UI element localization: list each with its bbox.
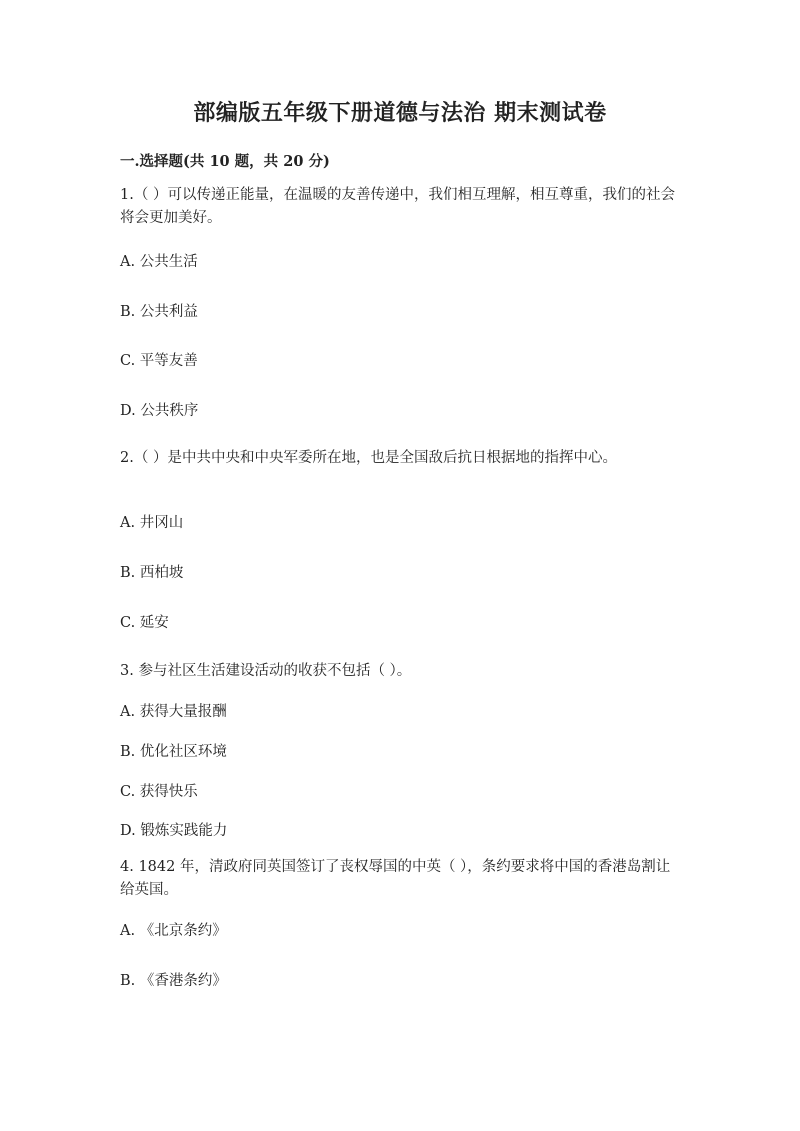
question-3: 3. 参与社区生活建设活动的收获不包括（ ）。 <box>120 663 412 679</box>
question-3-option-b: B. 优化社区环境 <box>120 744 227 760</box>
question-2-option-c: C. 延安 <box>120 615 169 631</box>
question-3-option-d: D. 锻炼实践能力 <box>120 823 228 839</box>
question-4: 4. 1842 年，清政府同英国签订了丧权辱国的中英（ ），条约要求将中国的香港岛割让给英国。 <box>120 859 671 898</box>
question-3-option-a: A. 获得大量报酬 <box>120 704 227 720</box>
question-4-option-a: A. 《北京条约》 <box>120 923 227 939</box>
question-2-option-a: A. 井冈山 <box>120 515 184 531</box>
question-1-option-d: D. 公共秩序 <box>120 403 199 419</box>
question-2: 2.（ ）是中共中央和中央军委所在地，也是全国敌后抗日根据地的指挥中心。 <box>120 450 617 466</box>
question-1: 1.（ ）可以传递正能量，在温暖的友善传递中，我们相互理解，相互尊重，我们的社会将会更加美好。 <box>120 187 675 226</box>
question-2-option-b: B. 西柏坡 <box>120 565 184 581</box>
section-heading: 一.选择题(共 10 题，共 20 分) <box>120 153 330 170</box>
question-1-option-c: C. 平等友善 <box>120 353 198 369</box>
question-1-option-a: A. 公共生活 <box>120 254 198 270</box>
question-1-option-b: B. 公共利益 <box>120 304 198 320</box>
question-4-option-b: B. 《香港条约》 <box>120 973 227 989</box>
question-3-option-c: C. 获得快乐 <box>120 784 198 800</box>
page-title: 部编版五年级下册道德与法治 期末测试卷 <box>193 100 607 126</box>
